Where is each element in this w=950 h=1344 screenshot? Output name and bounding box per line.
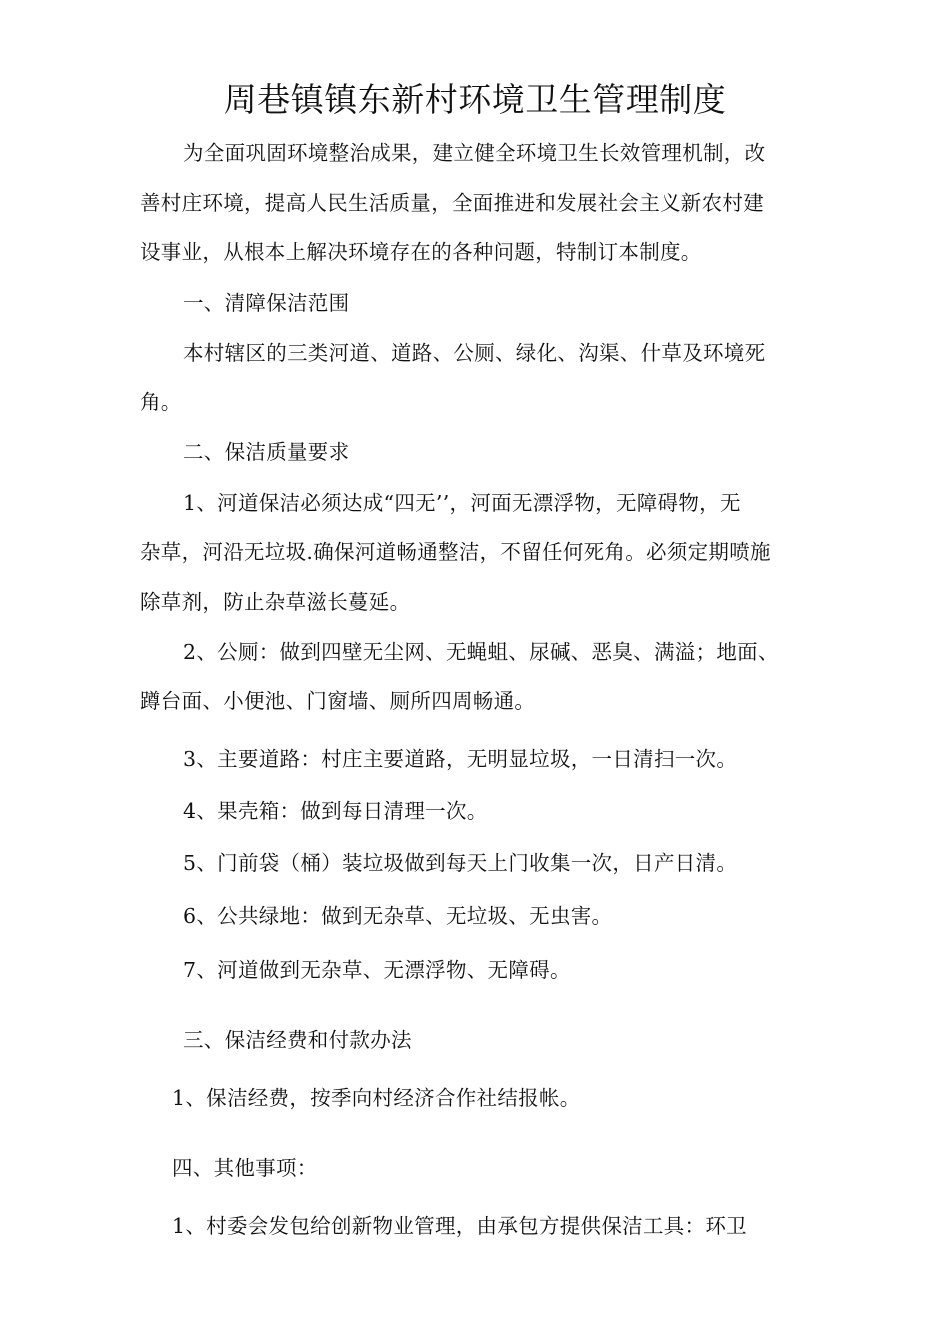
- section-4-item-1: 1、村委会发包给创新物业管理，由承包方提供保洁工具：环卫: [172, 1214, 747, 1238]
- item-4: 4、果壳箱：做到每日清理一次。: [183, 799, 488, 823]
- item-5: 5、门前袋（桶）装垃圾做到每天上门收集一次，日产日清。: [183, 851, 738, 875]
- document-title: 周巷镇镇东新村环境卫生管理制度: [223, 80, 727, 119]
- intro-line-1: 为全面巩固环境整治成果，建立健全环境卫生长效管理机制，改: [183, 141, 766, 165]
- item-1-line-1: 1、河道保洁必须达成“四无’’，河面无漂浮物，无障碍物，无: [183, 491, 741, 515]
- section-1-line-2: 角。: [140, 390, 182, 414]
- item-1-line-2: 杂草，河沿无垃圾.确保河道畅通整洁，不留任何死角。必须定期喷施: [140, 540, 771, 564]
- section-heading-4: 四、其他事项：: [172, 1156, 318, 1180]
- intro-line-2: 善村庄环境，提高人民生活质量，全面推进和发展社会主义新农村建: [140, 191, 764, 215]
- intro-line-3: 设事业，从根本上解决环境存在的各种问题，特制订本制度。: [140, 240, 702, 264]
- item-2-line-2: 蹲台面、小便池、门窗墙、厕所四周畅通。: [140, 689, 536, 713]
- item-3: 3、主要道路：村庄主要道路，无明显垃圾，一日清扫一次。: [183, 747, 738, 771]
- item-2-line-1: 2、公厕：做到四壁无尘网、无蝇蛆、尿碱、恶臭、满溢；地面、: [183, 640, 779, 664]
- item-6: 6、公共绿地：做到无杂草、无垃圾、无虫害。: [183, 904, 613, 928]
- item-7: 7、河道做到无杂草、无漂浮物、无障碍。: [183, 958, 571, 982]
- section-heading-1: 一、清障保洁范围: [183, 291, 350, 315]
- section-heading-3: 三、保洁经费和付款办法: [183, 1028, 412, 1052]
- section-3-item-1: 1、保洁经费，按季向村经济合作社结报帐。: [172, 1086, 581, 1110]
- item-1-line-3: 除草剂，防止杂草滋长蔓延。: [140, 590, 411, 614]
- section-heading-2: 二、保洁质量要求: [183, 440, 350, 464]
- section-1-line-1: 本村辖区的三类河道、道路、公厕、绿化、沟渠、什草及环境死: [183, 341, 766, 365]
